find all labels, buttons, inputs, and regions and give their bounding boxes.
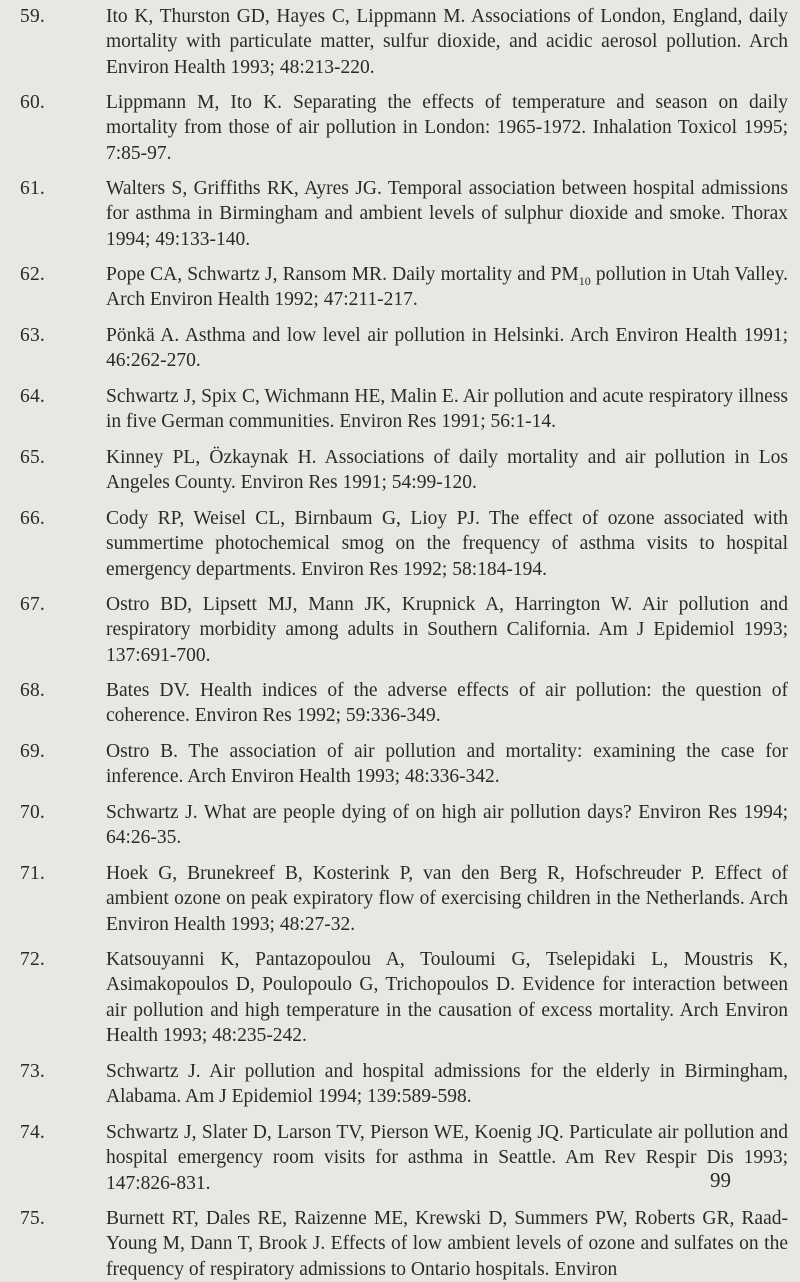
page-number: 99	[710, 1168, 731, 1192]
reference-text: Walters S, Griffiths RK, Ayres JG. Temporal association between hospital admissions for asthma in Birmingham and ambient levels of sulphur dioxide and smoke. Thorax 1994; 49:133-140.	[106, 178, 788, 250]
reference-number: 65.	[20, 447, 45, 468]
reference-text: Bates DV. Health indices of the adverse effects of air pollution: the question of coherence. Environ Res 1992; 59:336-349.	[106, 680, 788, 727]
reference-text: Schwartz J. Air pollution and hospital admissions for the elderly in Birmingham, Alabama. Am J Epidemiol 1994; 139:589-598.	[106, 1061, 788, 1108]
reference-text-part: Pope CA, Schwartz J, Ransom MR. Daily mortality and PM	[106, 264, 579, 285]
reference-text: Schwartz J, Slater D, Larson TV, Pierson WE, Koenig JQ. Particulate air pollution and hospital emergency room visits for asthma in Seattle. Am Rev Respir Dis 1993; 147:826-831.	[106, 1122, 788, 1194]
reference-number: 59.	[20, 6, 45, 27]
reference-text: Ito K, Thurston GD, Hayes C, Lippmann M. Associations of London, England, daily mortality with particulate matter, sulfur dioxide, and acidic aerosol pollution. Arch Environ Health 1993; 48:213-220.	[106, 6, 788, 78]
pm10-subscript: 10	[578, 273, 591, 288]
reference-text: Pönkä A. Asthma and low level air pollution in Helsinki. Arch Environ Health 1991; 46:262-270.	[106, 325, 788, 372]
reference-number: 60.	[20, 92, 45, 113]
reference-text-part: pollution in Utah Valley. Arch Environ Health 1992; 47:211-217.	[106, 264, 788, 311]
reference-text: Burnett RT, Dales RE, Raizenne ME, Krewski D, Summers PW, Roberts GR, Raad-Young M, Dann T, Brook J. Effects of low ambient levels of ozone and sulfates on the frequency of respiratory admissions to Ontario hospitals. Environ	[106, 1208, 788, 1280]
reference-number: 70.	[20, 802, 45, 823]
reference-number: 62.	[20, 264, 45, 285]
reference-text: Kinney PL, Özkaynak H. Associations of daily mortality and air pollution in Los Angeles County. Environ Res 1991; 54:99-120.	[106, 447, 788, 494]
reference-number: 75.	[20, 1208, 45, 1229]
reference-number: 74.	[20, 1122, 45, 1143]
reference-text: Lippmann M, Ito K. Separating the effects of temperature and season on daily mortality from those of air pollution in London: 1965-1972. Inhalation Toxicol 1995; 7:85-97.	[106, 92, 788, 164]
reference-text	[106, 262, 788, 313]
reference-text: Ostro B. The association of air pollution and mortality: examining the case for inference. Arch Environ Health 1993; 48:336-342.	[106, 741, 788, 788]
reference-text: Hoek G, Brunekreef B, Kosterink P, van den Berg R, Hofschreuder P. Effect of ambient ozone on peak expiratory flow of exercising children in the Netherlands. Arch Environ Health 1993; 48:27-32.	[106, 863, 788, 935]
reference-number: 67.	[20, 594, 45, 615]
reference-text: Katsouyanni K, Pantazopoulou A, Touloumi G, Tselepidaki L, Moustris K, Asimakopoulos D, Poulopoulo G, Trichopoulos D. Evidence for interaction between air pollution and high temperature in the causation of excess mortality. Arch Environ Health 1993; 48:235-242.	[106, 949, 788, 1047]
reference-number: 61.	[20, 178, 45, 199]
reference-number: 68.	[20, 680, 45, 701]
reference-number: 64.	[20, 386, 45, 407]
reference-number: 69.	[20, 741, 45, 762]
reference-number: 72.	[20, 949, 45, 970]
reference-text: Schwartz J. What are people dying of on high air pollution days? Environ Res 1994; 64:26-35.	[106, 802, 788, 849]
reference-number: 71.	[20, 863, 45, 884]
reference-text: Ostro BD, Lipsett MJ, Mann JK, Krupnick A, Harrington W. Air pollution and respiratory morbidity among adults in Southern California. Am J Epidemiol 1993; 137:691-700.	[106, 594, 788, 666]
reference-number: 63.	[20, 325, 45, 346]
reference-text: Cody RP, Weisel CL, Birnbaum G, Lioy PJ. The effect of ozone associated with summertime photochemical smog on the frequency of asthma visits to hospital emergency departments. Environ Res 1992; 58:184-194.	[106, 508, 788, 580]
reference-text: Schwartz J, Spix C, Wichmann HE, Malin E. Air pollution and acute respiratory illness in five German communities. Environ Res 1991; 56:1-14.	[106, 386, 788, 433]
reference-number: 66.	[20, 508, 45, 529]
reference-number: 73.	[20, 1061, 45, 1082]
